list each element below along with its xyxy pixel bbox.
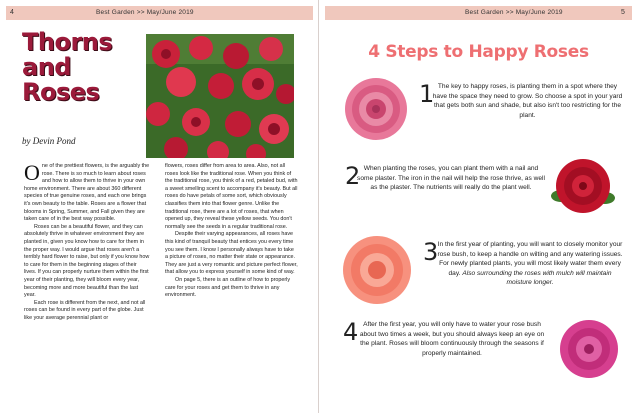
step-4-number: 4 xyxy=(343,318,359,346)
red-rose-image xyxy=(551,156,615,221)
right-page xyxy=(319,0,638,413)
step-1-number: 1 xyxy=(419,80,435,108)
rose-bush-photo xyxy=(146,34,294,158)
col1-paragraph-2: Roses can be a beautiful flower, and they can absolutely thrive in whatever environment they are planted in, given you know how to care for them in the proper way. I would argue that roses aren't a terribly hard flower to raise, but only if you know how to care for them in the beginning stages of their lives. If you can properly nurture them within the first year of their planting, they will bloom every year, becoming more and more beautiful than the last year. xyxy=(24,223,150,299)
right-page-number: 5 xyxy=(621,9,625,16)
step-1-text: The key to happy roses, is planting them in a spot where they have the space they need to grow. So choose a spot in your yard that gets both sun and shade, but also isn't too restricting for the plant. xyxy=(432,83,623,119)
title-line-3: Roses xyxy=(22,78,100,106)
pink-rose-image xyxy=(343,76,409,147)
col1-paragraph-3: Each rose is different from the next, and not all roses can be found in every part of the globe. Just like your average perennial plant or xyxy=(24,299,146,321)
col1-paragraph-1: ne of the prettiest flowers, is the arguably the rose. There is so much to learn about roses and how to allow them to thrive in your own home environment. There are about 360 different species of true genuine roses, and each one brings it's own beauty to the table. Roses are a flower that blooms in Spring, Summer, and Fall given they are taken care of in the best way possible. xyxy=(24,163,150,223)
title-line-1: Thorns xyxy=(22,28,113,56)
left-page-number: 4 xyxy=(10,9,14,16)
step-3-body: In the first year of planting, you will want to closely monitor your rose bush, to keep a handle on wilting and any watering issues. For newly planted plants, you will most likely water them every day. xyxy=(437,241,623,277)
step-2-text: When planting the roses, you can plant them with a nail and some plaster. The iron in the nail will help the rose thrive, as well as the plaster. The nutrients will really do the plant well. xyxy=(357,165,545,191)
magenta-rose-image xyxy=(557,318,621,385)
col2-paragraph-2: Despite their varying appearances, all roses have this kind of tranquil beauty that entices you every time you see them. I know I personally always have to take a picture of roses, no matter their state or appearance. They are just a very romantic and picture perfect flower, that allow you to express yourself in some kind of way. xyxy=(165,231,298,276)
title-line-2: and xyxy=(22,53,71,81)
right-header-band xyxy=(325,6,632,20)
step-4-text: After the first year, you will only have to water your rose bush about two times a week, but you should always keep an eye on the plant. Roses will bloom continuously through the seasons if properly maintained. xyxy=(359,321,545,357)
step-3-emphasis: Also surrounding the roses with mulch will maintain moisture longer. xyxy=(462,269,612,286)
peach-rose-image xyxy=(341,232,413,313)
left-header-band xyxy=(6,6,313,20)
article-title xyxy=(22,30,132,105)
left-header-text: Best Garden >> May/June 2019 xyxy=(96,9,194,16)
drop-cap: O xyxy=(24,160,40,185)
right-header-text: Best Garden >> May/June 2019 xyxy=(465,9,563,16)
steps-title: 4 Steps to Happy Roses xyxy=(368,42,589,62)
byline: by Devin Pond xyxy=(22,136,76,146)
article-column-2 xyxy=(165,163,298,300)
article-column-1 xyxy=(24,160,150,322)
col2-paragraph-1: flowers, roses differ from area to area. Also, not all roses look like the traditional rose. When you think of the traditional rose, you think of a red, petaled bud, with a sweet smelling scent to accompany it's beauty. But all roses do have petals of some sort, which obviously classifies them into that flower genre. Unlike the traditional rose, there are a lot of roses, that when opened up, they reveal these yellow seeds. You don't normally see the seeds in a regular traditional rose. xyxy=(165,163,298,230)
step-2-number: 2 xyxy=(345,162,361,190)
step-3-text xyxy=(435,240,625,288)
col2-paragraph-3: On page 5, there is an outline of how to properly care for your roses and get them to thrive in any environment. xyxy=(165,276,291,299)
step-3-number: 3 xyxy=(423,238,439,266)
